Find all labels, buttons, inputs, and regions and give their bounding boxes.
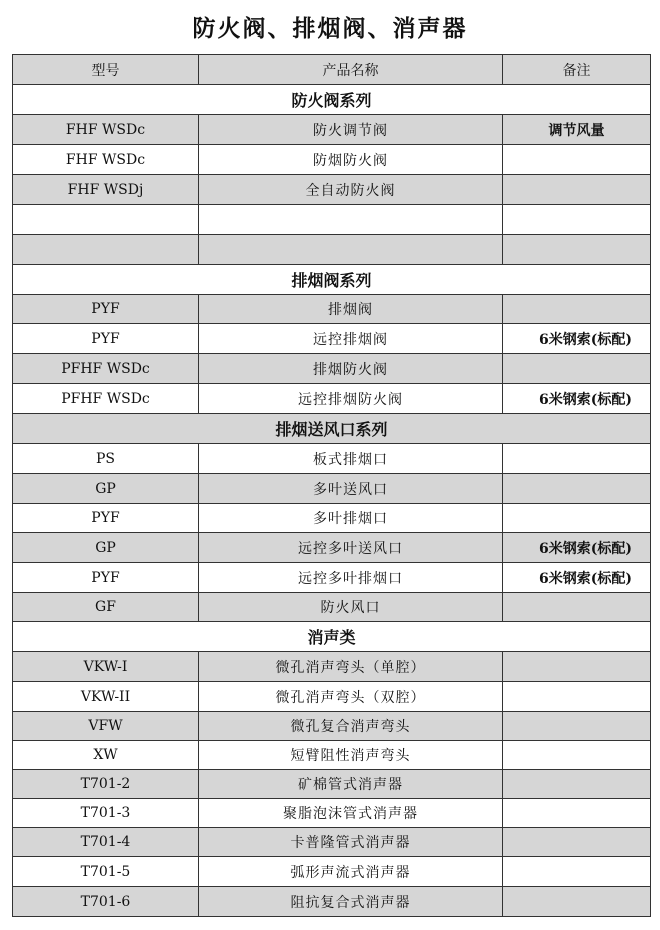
table-row	[13, 799, 651, 828]
section-header-row	[13, 622, 651, 652]
note-cell	[503, 682, 651, 712]
model-cell: GP	[13, 533, 199, 563]
model-cell	[13, 205, 199, 235]
model-cell: VKW-I	[13, 652, 199, 682]
table-row	[13, 828, 651, 857]
product-name-cell: 卡普隆管式消声器	[199, 828, 503, 857]
table-row	[13, 324, 651, 354]
product-name-cell: 微孔消声弯头（单腔）	[199, 652, 503, 682]
table-header-row	[13, 55, 651, 85]
section-title: 排烟阀系列	[13, 265, 651, 295]
table-row	[13, 712, 651, 741]
product-name-cell: 多叶排烟口	[199, 504, 503, 533]
product-name-cell: 远控多叶送风口	[199, 533, 503, 563]
product-name-cell: 弧形声流式消声器	[199, 857, 503, 887]
product-name-cell: 全自动防火阀	[199, 175, 503, 205]
model-cell: T701-4	[13, 828, 199, 857]
table-row	[13, 887, 651, 917]
note-cell: 调节风量	[503, 115, 651, 145]
section-title: 消声类	[13, 622, 651, 652]
table-row	[13, 563, 651, 593]
table-row	[13, 295, 651, 324]
table-row	[13, 444, 651, 474]
model-cell: GF	[13, 593, 199, 622]
product-name-cell: 微孔消声弯头（双腔）	[199, 682, 503, 712]
product-name-cell: 矿棉管式消声器	[199, 770, 503, 799]
section-header-row	[13, 265, 651, 295]
model-cell: PS	[13, 444, 199, 474]
product-name-cell	[199, 235, 503, 265]
note-cell	[503, 444, 651, 474]
product-name-cell: 防火调节阀	[199, 115, 503, 145]
note-cell	[503, 295, 651, 324]
model-cell: T701-5	[13, 857, 199, 887]
table-row	[13, 741, 651, 770]
note-cell	[503, 145, 651, 175]
product-name-cell: 多叶送风口	[199, 474, 503, 504]
product-name-cell: 防烟防火阀	[199, 145, 503, 175]
product-name-cell: 防火风口	[199, 593, 503, 622]
model-cell: T701-3	[13, 799, 199, 828]
note-cell	[503, 741, 651, 770]
table-row	[13, 857, 651, 887]
table-row	[13, 145, 651, 175]
table-row	[13, 504, 651, 533]
model-cell: PYF	[13, 563, 199, 593]
product-name-cell: 远控排烟阀	[199, 324, 503, 354]
table-row	[13, 175, 651, 205]
table-row	[13, 354, 651, 384]
product-name-cell: 远控排烟防火阀	[199, 384, 503, 414]
table-row	[13, 384, 651, 414]
table-row	[13, 474, 651, 504]
note-cell: 6米钢索(标配)	[503, 384, 651, 414]
header-name: 产品名称	[199, 55, 503, 85]
table-row	[13, 235, 651, 265]
section-title: 防火阀系列	[13, 85, 651, 115]
note-cell	[503, 504, 651, 533]
note-cell	[503, 828, 651, 857]
model-cell: FHF WSDj	[13, 175, 199, 205]
note-cell: 6米钢索(标配)	[503, 563, 651, 593]
product-name-cell: 排烟阀	[199, 295, 503, 324]
product-name-cell: 聚脂泡沫管式消声器	[199, 799, 503, 828]
product-table-body	[13, 55, 651, 917]
model-cell: VKW-II	[13, 682, 199, 712]
model-cell: FHF WSDc	[13, 115, 199, 145]
table-row	[13, 115, 651, 145]
product-name-cell: 短臂阻性消声弯头	[199, 741, 503, 770]
section-header-row	[13, 85, 651, 115]
model-cell: T701-6	[13, 887, 199, 917]
header-model: 型号	[13, 55, 199, 85]
note-cell	[503, 770, 651, 799]
model-cell: FHF WSDc	[13, 145, 199, 175]
model-cell: PYF	[13, 504, 199, 533]
model-cell: T701-2	[13, 770, 199, 799]
note-cell	[503, 474, 651, 504]
table-row	[13, 593, 651, 622]
note-cell	[503, 235, 651, 265]
note-cell	[503, 887, 651, 917]
page-title: 防火阀、排烟阀、消声器	[192, 16, 468, 42]
table-row	[13, 652, 651, 682]
note-cell	[503, 205, 651, 235]
model-cell: PFHF WSDc	[13, 354, 199, 384]
table-row	[13, 682, 651, 712]
product-name-cell: 微孔复合消声弯头	[199, 712, 503, 741]
model-cell: VFW	[13, 712, 199, 741]
header-note: 备注	[503, 55, 651, 85]
model-cell: PYF	[13, 295, 199, 324]
note-cell: 6米钢索(标配)	[503, 533, 651, 563]
model-cell: PFHF WSDc	[13, 384, 199, 414]
model-cell: PYF	[13, 324, 199, 354]
note-cell	[503, 799, 651, 828]
table-row	[13, 533, 651, 563]
note-cell	[503, 593, 651, 622]
table-row	[13, 770, 651, 799]
note-cell	[503, 652, 651, 682]
model-cell	[13, 235, 199, 265]
product-name-cell: 板式排烟口	[199, 444, 503, 474]
product-name-cell: 排烟防火阀	[199, 354, 503, 384]
section-header-row	[13, 414, 651, 444]
model-cell: XW	[13, 741, 199, 770]
note-cell: 6米钢索(标配)	[503, 324, 651, 354]
model-cell: GP	[13, 474, 199, 504]
product-table	[12, 54, 651, 917]
product-name-cell: 远控多叶排烟口	[199, 563, 503, 593]
note-cell	[503, 712, 651, 741]
section-title: 排烟送风口系列	[13, 414, 651, 444]
note-cell	[503, 857, 651, 887]
note-cell	[503, 175, 651, 205]
product-name-cell	[199, 205, 503, 235]
product-name-cell: 阻抗复合式消声器	[199, 887, 503, 917]
note-cell	[503, 354, 651, 384]
table-row	[13, 205, 651, 235]
